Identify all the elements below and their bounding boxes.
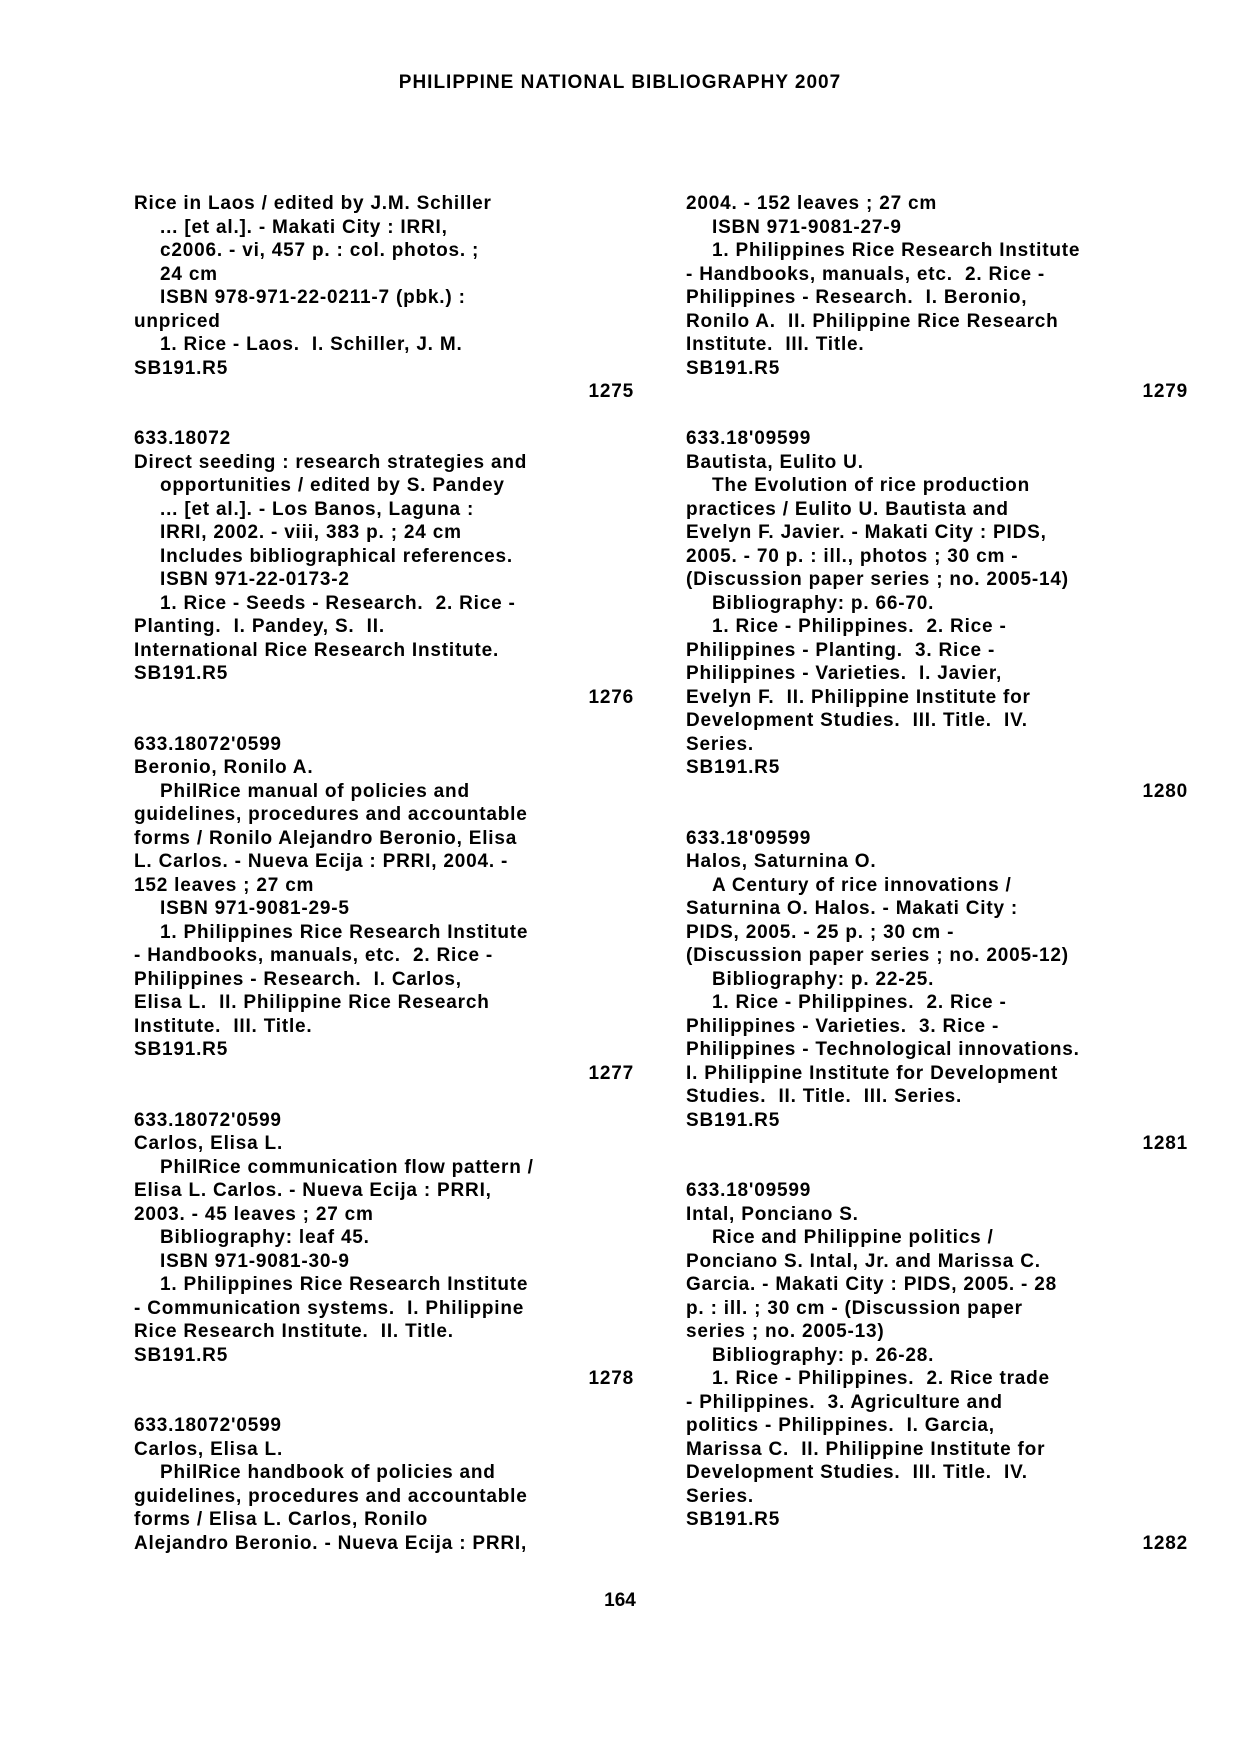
entry-line: SB191.R5 [686, 1109, 781, 1131]
entry-line: Institute. III. Title. [134, 1015, 313, 1037]
entry-line: 633.18'09599 [686, 827, 812, 849]
catalog-entry [686, 1179, 1188, 1555]
entry-line: 1. Philippines Rice Research Institute [160, 1274, 529, 1295]
entry-line: 633.18072'0599 [134, 1415, 282, 1436]
entry-line: Rice and Philippine politics / [712, 1227, 994, 1248]
entry-line: practices / Eulito U. Bautista and [686, 498, 1009, 520]
entry-line: Development Studies. III. Title. IV. [686, 710, 1028, 731]
entry-line: Bibliography: p. 66-70. [712, 592, 935, 614]
entry-line: forms / Ronilo Alejandro Beronio, Elisa [134, 827, 518, 849]
entry-line: 1. Rice - Laos. I. Schiller, J. M. [160, 334, 463, 355]
entry-number: 1281 [1142, 1133, 1188, 1154]
entry-line: Saturnina O. Halos. - Makati City : [686, 898, 1019, 919]
entry-line: PhilRice manual of policies and [160, 780, 470, 802]
entry-line: Garcia. - Makati City : PIDS, 2005. - 28 [686, 1274, 1057, 1295]
entry-line: 2003. - 45 leaves ; 27 cm [134, 1203, 374, 1225]
entry-line: ... [et al.]. - Los Banos, Laguna : [160, 498, 475, 520]
entry-line: - Handbooks, manuals, etc. 2. Rice - [686, 263, 1046, 285]
entry-line: Bibliography: leaf 45. [160, 1227, 370, 1248]
left-column [134, 192, 634, 1579]
entry-line: Bibliography: p. 26-28. [712, 1344, 935, 1366]
entry-line: p. : ill. ; 30 cm - (Discussion paper [686, 1297, 1023, 1319]
entry-line: 633.18072 [134, 428, 232, 449]
entry-line: 2005. - 70 p. : ill., photos ; 30 cm - [686, 545, 1019, 567]
entry-line: Elisa L. Carlos. - Nueva Ecija : PRRI, [134, 1180, 492, 1201]
entry-line: Philippines - Planting. 3. Rice - [686, 639, 996, 661]
entry-line: SB191.R5 [134, 357, 229, 379]
entry-line: politics - Philippines. I. Garcia, [686, 1415, 995, 1436]
entry-line: Marissa C. II. Philippine Institute for [686, 1438, 1046, 1460]
entry-line: ISBN 971-9081-30-9 [160, 1250, 350, 1272]
entry-line: 24 cm [160, 263, 218, 285]
entry-line: The Evolution of rice production [712, 475, 1030, 496]
entry-line: series ; no. 2005-13) [686, 1321, 885, 1342]
entry-line: PhilRice handbook of policies and [160, 1462, 496, 1483]
entry-line: Institute. III. Title. [686, 334, 865, 355]
entry-line: - Handbooks, manuals, etc. 2. Rice - [134, 945, 494, 966]
entry-line: Includes bibliographical references. [160, 545, 513, 567]
entry-number: 1279 [1142, 381, 1188, 402]
entry-line: Philippines - Varieties. I. Javier, [686, 663, 1003, 684]
entry-line: SB191.R5 [134, 1039, 229, 1060]
entry-line: Development Studies. III. Title. IV. [686, 1462, 1028, 1483]
entry-number: 1275 [588, 381, 634, 402]
entry-line: Carlos, Elisa L. [134, 1438, 284, 1460]
entry-line: IRRI, 2002. - viii, 383 p. ; 24 cm [160, 522, 462, 543]
entry-line: Philippines - Technological innovations. [686, 1039, 1080, 1060]
entry-line: Bautista, Eulito U. [686, 451, 864, 473]
entry-line: Ronilo A. II. Philippine Rice Research [686, 310, 1059, 332]
entry-line: Philippines - Research. I. Beronio, [686, 287, 1028, 308]
entry-line: ISBN 978-971-22-0211-7 (pbk.) : [160, 287, 466, 308]
catalog-entry [134, 192, 634, 404]
entry-line: Rice in Laos / edited by J.M. Schiller [134, 193, 492, 214]
entry-line: 633.18072'0599 [134, 733, 282, 755]
entry-line: (Discussion paper series ; no. 2005-14) [686, 569, 1069, 590]
entry-line: - Philippines. 3. Agriculture and [686, 1391, 1003, 1413]
entry-number: 1278 [588, 1368, 634, 1389]
entry-line: ISBN 971-22-0173-2 [160, 569, 350, 590]
entry-line: unpriced [134, 310, 221, 332]
entry-line: Evelyn F. II. Philippine Institute for [686, 686, 1031, 708]
entry-line: 1. Rice - Philippines. 2. Rice - [712, 992, 1007, 1013]
entry-line: Rice Research Institute. II. Title. [134, 1321, 454, 1342]
entry-line: SB191.R5 [134, 1344, 229, 1366]
catalog-entry [686, 192, 1188, 404]
entry-line: 1. Philippines Rice Research Institute [160, 921, 529, 943]
entry-line: Halos, Saturnina O. [686, 851, 877, 872]
entry-line: Beronio, Ronilo A. [134, 757, 314, 778]
entry-line: Direct seeding : research strategies and [134, 451, 528, 473]
entry-line: guidelines, procedures and accountable [134, 1485, 528, 1507]
entry-line: L. Carlos. - Nueva Ecija : PRRI, 2004. - [134, 851, 509, 872]
entry-line: International Rice Research Institute. [134, 639, 500, 661]
entry-line: Elisa L. II. Philippine Rice Research [134, 992, 490, 1013]
right-column [686, 192, 1188, 1579]
entry-line: A Century of rice innovations / [712, 874, 1012, 896]
entry-line: 1. Rice - Philippines. 2. Rice - [712, 616, 1007, 637]
entry-line: (Discussion paper series ; no. 2005-12) [686, 945, 1069, 966]
entry-line: Studies. II. Title. III. Series. [686, 1086, 963, 1107]
entry-line: ISBN 971-9081-29-5 [160, 898, 350, 919]
entry-number: 1277 [588, 1062, 634, 1084]
entry-line: SB191.R5 [686, 757, 781, 778]
entry-line: 1. Rice - Philippines. 2. Rice trade [712, 1368, 1050, 1389]
catalog-entry [134, 1109, 634, 1391]
entry-line: guidelines, procedures and accountable [134, 804, 528, 825]
entry-line: SB191.R5 [686, 357, 781, 379]
entry-line: 2004. - 152 leaves ; 27 cm [686, 193, 938, 214]
catalog-entry [134, 1414, 634, 1555]
entry-line: 633.18'09599 [686, 428, 812, 449]
entry-number: 1282 [1142, 1532, 1188, 1554]
entry-line: SB191.R5 [134, 663, 229, 684]
catalog-entry [686, 427, 1188, 803]
entry-number: 1276 [588, 686, 634, 708]
entry-line: Evelyn F. Javier. - Makati City : PIDS, [686, 522, 1047, 543]
entry-line: ... [et al.]. - Makati City : IRRI, [160, 216, 448, 238]
entry-line: Planting. I. Pandey, S. II. [134, 616, 385, 637]
entry-line: Series. [686, 1485, 754, 1507]
entry-line: Ponciano S. Intal, Jr. and Marissa C. [686, 1250, 1041, 1272]
entry-line: 633.18072'0599 [134, 1109, 282, 1131]
entry-line: - Communication systems. I. Philippine [134, 1297, 525, 1319]
entry-line: ISBN 971-9081-27-9 [712, 216, 902, 238]
entry-line: PIDS, 2005. - 25 p. ; 30 cm - [686, 921, 955, 943]
entry-line: forms / Elisa L. Carlos, Ronilo [134, 1509, 429, 1530]
entry-line: Bibliography: p. 22-25. [712, 968, 935, 990]
entry-line: Series. [686, 733, 754, 755]
entry-line: SB191.R5 [686, 1509, 781, 1530]
entry-line: Carlos, Elisa L. [134, 1133, 284, 1154]
page-header: PHILIPPINE NATIONAL BIBLIOGRAPHY 2007 [398, 72, 842, 93]
entry-line: I. Philippine Institute for Development [686, 1062, 1059, 1084]
catalog-entry [686, 827, 1188, 1156]
entry-line: PhilRice communication flow pattern / [160, 1156, 534, 1178]
catalog-entry [134, 733, 634, 1086]
entry-line: Alejandro Beronio. - Nueva Ecija : PRRI, [134, 1532, 528, 1554]
entry-line: Philippines - Research. I. Carlos, [134, 968, 462, 990]
entry-line: opportunities / edited by S. Pandey [160, 475, 505, 496]
entry-line: Philippines - Varieties. 3. Rice - [686, 1015, 1000, 1037]
entry-number: 1280 [1142, 780, 1188, 802]
entry-line: 1. Philippines Rice Research Institute [712, 240, 1081, 261]
entry-line: 633.18'09599 [686, 1180, 812, 1201]
entry-line: 152 leaves ; 27 cm [134, 874, 315, 896]
entry-line: 1. Rice - Seeds - Research. 2. Rice - [160, 592, 516, 614]
entry-line: c2006. - vi, 457 p. : col. photos. ; [160, 240, 480, 261]
entry-line: Intal, Ponciano S. [686, 1203, 859, 1225]
catalog-entry [134, 427, 634, 709]
page-number: 164 [604, 1590, 636, 1611]
